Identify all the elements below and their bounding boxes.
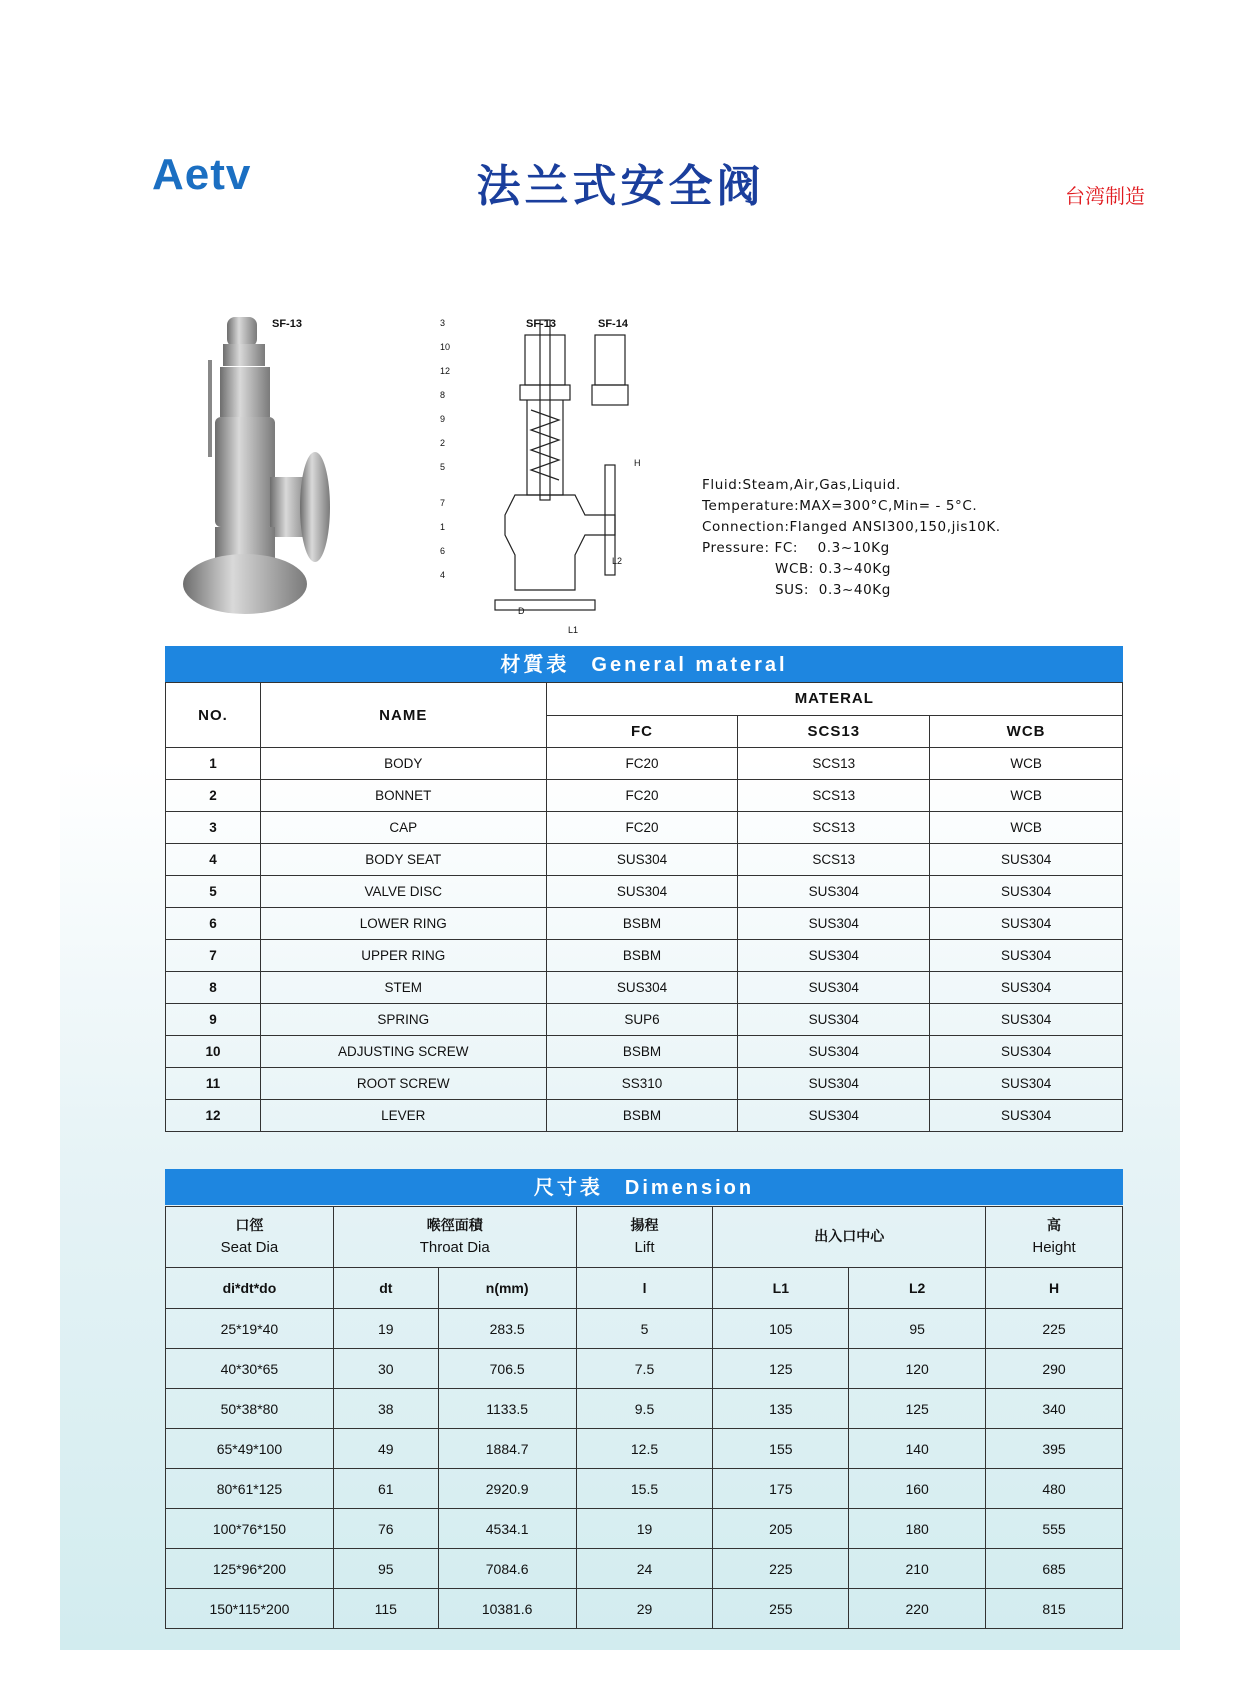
cell-no: 7: [166, 940, 261, 972]
dimension-table-banner: [165, 1169, 1123, 1205]
cell-no: 12: [166, 1100, 261, 1132]
cell-h: 340: [986, 1389, 1123, 1429]
cell-dt: 38: [333, 1389, 438, 1429]
cell-wcb: SUS304: [930, 1036, 1123, 1068]
subheader-l2: L2: [849, 1268, 986, 1309]
cell-fc: FC20: [546, 812, 738, 844]
subheader-l: l: [576, 1268, 713, 1309]
table-row: [166, 1068, 1123, 1100]
cell-dt: 115: [333, 1589, 438, 1629]
cell-h: 685: [986, 1549, 1123, 1589]
cell-l2: 210: [849, 1549, 986, 1589]
cell-seat: 25*19*40: [166, 1309, 334, 1349]
table-row: [166, 1509, 1123, 1549]
material-table: [165, 682, 1123, 1132]
cell-scs13: SUS304: [738, 1068, 930, 1100]
callout-12: 12: [440, 366, 451, 376]
cell-h: 815: [986, 1589, 1123, 1629]
cell-n: 706.5: [438, 1349, 576, 1389]
cell-no: 9: [166, 1004, 261, 1036]
dim-label-l1: L1: [568, 625, 579, 635]
cell-name: ROOT SCREW: [260, 1068, 546, 1100]
cell-wcb: SUS304: [930, 1100, 1123, 1132]
made-in-label: 台湾制造: [1065, 184, 1145, 208]
cell-scs13: SUS304: [738, 876, 930, 908]
cell-wcb: WCB: [930, 812, 1123, 844]
cell-wcb: SUS304: [930, 1004, 1123, 1036]
callout-6: 6: [440, 546, 446, 556]
subheader-l1: L1: [713, 1268, 849, 1309]
callout-3: 3: [440, 318, 446, 328]
cell-wcb: SUS304: [930, 1068, 1123, 1100]
dim-label-h: H: [634, 458, 641, 468]
cell-l1: 105: [713, 1309, 849, 1349]
valve-photo: [175, 312, 335, 622]
drawing-label-sf14: SF-14: [598, 318, 628, 330]
cell-wcb: SUS304: [930, 876, 1123, 908]
cell-no: 8: [166, 972, 261, 1004]
spec-fluid: Fluid:Steam,Air,Gas,Liquid.: [702, 477, 901, 493]
callout-8: 8: [440, 390, 446, 400]
cell-dt: 30: [333, 1349, 438, 1389]
cell-scs13: SUS304: [738, 940, 930, 972]
cell-fc: FC20: [546, 780, 738, 812]
callout-1: 1: [440, 522, 446, 532]
cell-h: 480: [986, 1469, 1123, 1509]
header-center: 出入口中心: [713, 1207, 986, 1268]
table-row: [166, 812, 1123, 844]
cell-wcb: SUS304: [930, 908, 1123, 940]
cell-name: BONNET: [260, 780, 546, 812]
cell-no: 2: [166, 780, 261, 812]
valve-section-drawing: [465, 315, 665, 640]
brand-logo: Aetv: [152, 150, 252, 199]
table-row: [166, 876, 1123, 908]
material-banner-cn: 材質表: [500, 652, 570, 676]
header-no: NO.: [166, 683, 261, 748]
cell-wcb: SUS304: [930, 972, 1123, 1004]
callout-7: 7: [440, 498, 446, 508]
cell-l: 29: [576, 1589, 713, 1629]
table-row: [166, 1309, 1123, 1349]
cell-scs13: SUS304: [738, 1036, 930, 1068]
page-title: 法兰式安全阀: [476, 161, 765, 212]
header-wcb: WCB: [930, 715, 1123, 748]
cell-l: 7.5: [576, 1349, 713, 1389]
dimension-banner-cn: 尺寸表: [533, 1175, 603, 1199]
dimension-table: [165, 1206, 1123, 1629]
cell-seat: 80*61*125: [166, 1469, 334, 1509]
header-scs13: SCS13: [738, 715, 930, 748]
cell-dt: 76: [333, 1509, 438, 1549]
spec-pressure-sus: SUS: 0.3~40Kg: [775, 582, 891, 598]
table-row: [166, 1549, 1123, 1589]
subheader-seat: di*dt*do: [166, 1268, 334, 1309]
cell-scs13: SCS13: [738, 780, 930, 812]
cell-name: BODY: [260, 748, 546, 780]
cell-l2: 220: [849, 1589, 986, 1629]
cell-fc: SS310: [546, 1068, 738, 1100]
callout-9: 9: [440, 414, 446, 424]
cell-l: 5: [576, 1309, 713, 1349]
table-row: [166, 1389, 1123, 1429]
cell-l2: 95: [849, 1309, 986, 1349]
cell-l: 19: [576, 1509, 713, 1549]
table-row: [166, 1469, 1123, 1509]
table-row: [166, 1589, 1123, 1629]
table-row: [166, 844, 1123, 876]
material-table-banner: [165, 646, 1123, 682]
drawing-label-sf13: SF-13: [526, 318, 556, 330]
cell-l1: 155: [713, 1429, 849, 1469]
cell-l1: 175: [713, 1469, 849, 1509]
cell-fc: BSBM: [546, 1036, 738, 1068]
cell-no: 1: [166, 748, 261, 780]
cell-l1: 255: [713, 1589, 849, 1629]
dim-label-l2: L2: [612, 556, 623, 566]
cell-scs13: SUS304: [738, 1004, 930, 1036]
cell-dt: 95: [333, 1549, 438, 1589]
spec-pressure-fc: Pressure: FC: 0.3~10Kg: [702, 540, 890, 556]
cell-l2: 125: [849, 1389, 986, 1429]
header-lift: 揚程 Lift: [576, 1207, 713, 1268]
drawing-callouts: [440, 318, 460, 618]
cell-fc: BSBM: [546, 908, 738, 940]
cell-name: ADJUSTING SCREW: [260, 1036, 546, 1068]
spec-temperature: Temperature:MAX=300°C,Min= - 5°C.: [702, 498, 978, 514]
cell-name: UPPER RING: [260, 940, 546, 972]
table-row: [166, 780, 1123, 812]
cell-n: 10381.6: [438, 1589, 576, 1629]
cell-seat: 50*38*80: [166, 1389, 334, 1429]
cell-wcb: WCB: [930, 748, 1123, 780]
table-row: [166, 940, 1123, 972]
cell-l: 12.5: [576, 1429, 713, 1469]
callout-10: 10: [440, 342, 451, 352]
cell-no: 6: [166, 908, 261, 940]
cell-n: 4534.1: [438, 1509, 576, 1549]
header-seat-dia: 口徑 Seat Dia: [166, 1207, 334, 1268]
cell-l: 15.5: [576, 1469, 713, 1509]
cell-seat: 150*115*200: [166, 1589, 334, 1629]
cell-l2: 180: [849, 1509, 986, 1549]
photo-label: SF-13: [272, 318, 302, 330]
table-row: [166, 1100, 1123, 1132]
cell-l2: 160: [849, 1469, 986, 1509]
subheader-h: H: [986, 1268, 1123, 1309]
cell-seat: 40*30*65: [166, 1349, 334, 1389]
cell-name: CAP: [260, 812, 546, 844]
cell-l2: 120: [849, 1349, 986, 1389]
cell-dt: 61: [333, 1469, 438, 1509]
cell-scs13: SCS13: [738, 812, 930, 844]
cell-name: LEVER: [260, 1100, 546, 1132]
spec-pressure-wcb: WCB: 0.3~40Kg: [775, 561, 892, 577]
cell-no: 10: [166, 1036, 261, 1068]
cell-name: STEM: [260, 972, 546, 1004]
table-row: [166, 972, 1123, 1004]
cell-wcb: SUS304: [930, 844, 1123, 876]
subheader-n: n(mm): [438, 1268, 576, 1309]
cell-l: 24: [576, 1549, 713, 1589]
cell-h: 395: [986, 1429, 1123, 1469]
cell-fc: BSBM: [546, 1100, 738, 1132]
table-row: [166, 908, 1123, 940]
cell-fc: SUS304: [546, 876, 738, 908]
cell-fc: BSBM: [546, 940, 738, 972]
cell-seat: 125*96*200: [166, 1549, 334, 1589]
cell-l1: 205: [713, 1509, 849, 1549]
cell-no: 4: [166, 844, 261, 876]
cell-seat: 100*76*150: [166, 1509, 334, 1549]
cell-scs13: SCS13: [738, 748, 930, 780]
table-row: [166, 1036, 1123, 1068]
cell-no: 11: [166, 1068, 261, 1100]
cell-l1: 125: [713, 1349, 849, 1389]
cell-dt: 19: [333, 1309, 438, 1349]
cell-h: 555: [986, 1509, 1123, 1549]
cell-scs13: SUS304: [738, 972, 930, 1004]
header-height: 高 Height: [986, 1207, 1123, 1268]
callout-5: 5: [440, 462, 446, 472]
cell-no: 5: [166, 876, 261, 908]
cell-l1: 225: [713, 1549, 849, 1589]
cell-l1: 135: [713, 1389, 849, 1429]
header-throat-dia: 喉徑面積 Throat Dia: [333, 1207, 576, 1268]
callout-4: 4: [440, 570, 446, 580]
header-name: NAME: [260, 683, 546, 748]
cell-fc: FC20: [546, 748, 738, 780]
subheader-dt: dt: [333, 1268, 438, 1309]
material-banner-en: General materal: [591, 654, 788, 676]
cell-n: 283.5: [438, 1309, 576, 1349]
cell-scs13: SUS304: [738, 908, 930, 940]
cell-name: BODY SEAT: [260, 844, 546, 876]
cell-wcb: SUS304: [930, 940, 1123, 972]
header-materal: MATERAL: [546, 683, 1122, 716]
cell-fc: SUS304: [546, 972, 738, 1004]
cell-name: VALVE DISC: [260, 876, 546, 908]
cell-l: 9.5: [576, 1389, 713, 1429]
table-row: [166, 1429, 1123, 1469]
spec-connection: Connection:Flanged ANSI300,150,jis10K.: [702, 519, 1001, 535]
cell-dt: 49: [333, 1429, 438, 1469]
cell-n: 7084.6: [438, 1549, 576, 1589]
cell-l2: 140: [849, 1429, 986, 1469]
cell-fc: SUP6: [546, 1004, 738, 1036]
spec-block: [702, 475, 1001, 601]
cell-n: 1884.7: [438, 1429, 576, 1469]
table-row: [166, 748, 1123, 780]
cell-n: 2920.9: [438, 1469, 576, 1509]
table-row: [166, 1004, 1123, 1036]
dimension-banner-en: Dimension: [624, 1177, 755, 1199]
dim-label-d: D: [518, 606, 525, 616]
cell-wcb: WCB: [930, 780, 1123, 812]
cell-h: 225: [986, 1309, 1123, 1349]
callout-2: 2: [440, 438, 446, 448]
cell-scs13: SUS304: [738, 1100, 930, 1132]
cell-fc: SUS304: [546, 844, 738, 876]
header-fc: FC: [546, 715, 738, 748]
table-row: [166, 1349, 1123, 1389]
cell-name: LOWER RING: [260, 908, 546, 940]
cell-no: 3: [166, 812, 261, 844]
cell-name: SPRING: [260, 1004, 546, 1036]
cell-n: 1133.5: [438, 1389, 576, 1429]
cell-h: 290: [986, 1349, 1123, 1389]
cell-scs13: SCS13: [738, 844, 930, 876]
cell-seat: 65*49*100: [166, 1429, 334, 1469]
